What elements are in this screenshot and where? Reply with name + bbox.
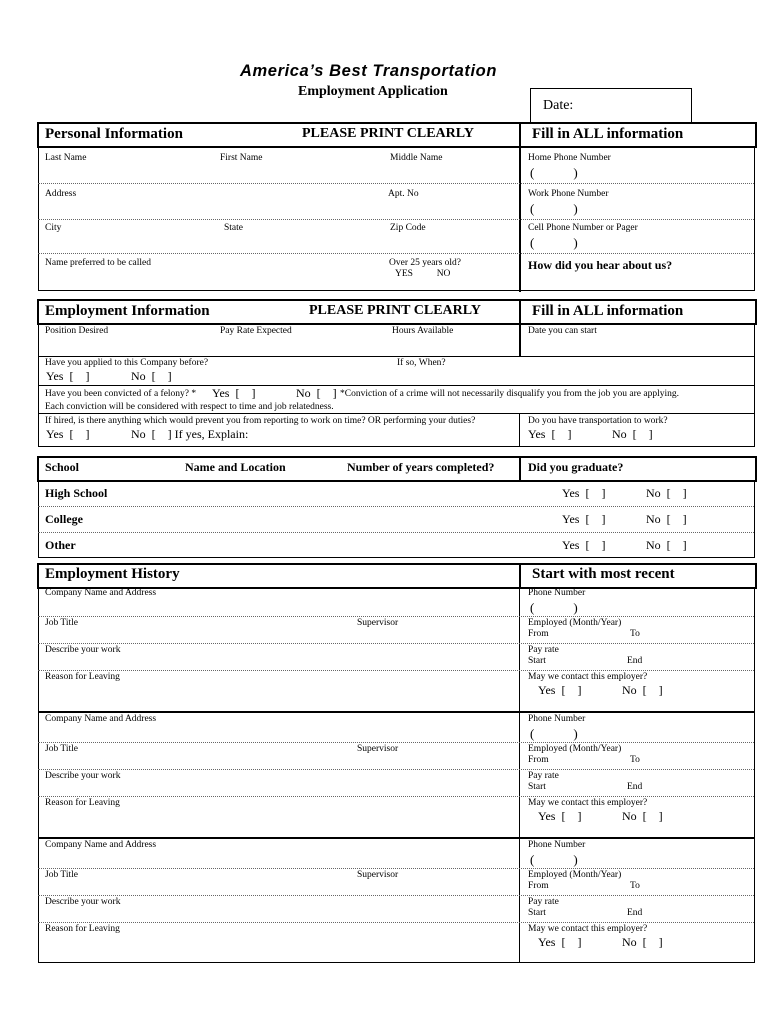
company-field[interactable]: Company Name and Address xyxy=(45,840,157,850)
from-field[interactable]: From xyxy=(528,755,549,765)
may-contact-label: May we contact this employer? xyxy=(528,924,648,934)
employed-label: Employed (Month/Year) xyxy=(528,618,622,628)
felony-yes-checkbox[interactable]: Yes [ ] xyxy=(212,386,256,400)
cell-phone-field[interactable]: ( ) xyxy=(530,235,578,250)
from-field[interactable]: From xyxy=(528,629,549,639)
company-field[interactable]: Company Name and Address xyxy=(45,588,157,598)
end-field[interactable]: End xyxy=(627,782,643,792)
school-row-other: Other xyxy=(45,538,76,552)
supervisor-field[interactable]: Supervisor xyxy=(357,744,399,754)
may-contact-label: May we contact this employer? xyxy=(528,798,648,808)
reason-field[interactable]: Reason for Leaving xyxy=(45,924,120,934)
date-label: Date: xyxy=(543,98,574,113)
pay-rate-field[interactable]: Pay Rate Expected xyxy=(220,326,292,336)
to-field[interactable]: To xyxy=(630,629,640,639)
school-row-high-school: High School xyxy=(45,486,108,500)
col-school: School xyxy=(45,460,80,474)
state-field[interactable]: State xyxy=(224,223,243,233)
may-contact-label: May we contact this employer? xyxy=(528,672,648,682)
employment-fill-all: Fill in ALL information xyxy=(532,303,684,319)
apt-field[interactable]: Apt. No xyxy=(388,189,419,199)
felony-no-checkbox[interactable]: No [ ] xyxy=(296,386,337,400)
start-field[interactable]: Start xyxy=(528,656,546,666)
history-start-recent: Start with most recent xyxy=(532,566,675,582)
contact-no-checkbox[interactable]: No [ ] xyxy=(622,935,663,949)
reason-field[interactable]: Reason for Leaving xyxy=(45,798,120,808)
hs-yes-checkbox[interactable]: Yes [ ] xyxy=(562,486,606,500)
phone-label: Phone Number xyxy=(528,588,586,598)
describe-field[interactable]: Describe your work xyxy=(45,645,121,655)
date-field[interactable] xyxy=(530,88,692,124)
transport-label: Do you have transportation to work? xyxy=(528,416,668,426)
form-subtitle: Employment Application xyxy=(298,84,448,99)
over25-label: Over 25 years old? xyxy=(389,258,462,268)
address-field[interactable]: Address xyxy=(45,189,77,199)
col-years: Number of years completed? xyxy=(347,460,495,474)
transport-no-checkbox[interactable]: No [ ] xyxy=(612,427,653,441)
col-name-location: Name and Location xyxy=(185,460,286,474)
contact-yes-checkbox[interactable]: Yes [ ] xyxy=(538,935,582,949)
city-field[interactable]: City xyxy=(45,223,62,233)
start-field[interactable]: Start xyxy=(528,782,546,792)
start-field[interactable]: Start xyxy=(528,908,546,918)
prevent-label: If hired, is there anything which would prevent you from reporting to work on time? OR performing your duties? xyxy=(45,416,476,426)
applied-before-label: Have you applied to this Company before? xyxy=(45,358,209,368)
first-name-field[interactable]: First Name xyxy=(220,153,263,163)
job-title-field[interactable]: Job Title xyxy=(45,618,79,628)
company-field[interactable]: Company Name and Address xyxy=(45,714,157,724)
hear-about-field[interactable]: How did you hear about us? xyxy=(528,258,673,272)
contact-no-checkbox[interactable]: No [ ] xyxy=(622,809,663,823)
preferred-name-field[interactable]: Name preferred to be called xyxy=(45,258,152,268)
to-field[interactable]: To xyxy=(630,755,640,765)
college-no-checkbox[interactable]: No [ ] xyxy=(646,512,687,526)
contact-yes-checkbox[interactable]: Yes [ ] xyxy=(538,683,582,697)
felony-label: Have you been convicted of a felony? * xyxy=(45,389,197,399)
col-graduate: Did you graduate? xyxy=(528,460,624,474)
supervisor-field[interactable]: Supervisor xyxy=(357,618,399,628)
history-title: Employment History xyxy=(45,566,180,582)
over25-yes-no[interactable]: YES NO xyxy=(395,269,451,279)
last-name-field[interactable]: Last Name xyxy=(45,153,87,163)
phone-field[interactable]: ( ) xyxy=(530,600,578,615)
school-row-college: College xyxy=(45,512,83,526)
employment-title: Employment Information xyxy=(45,303,210,319)
start-date-field[interactable]: Date you can start xyxy=(528,326,597,336)
personal-print-clearly: PLEASE PRINT CLEARLY xyxy=(302,126,474,141)
job-title-field[interactable]: Job Title xyxy=(45,870,79,880)
college-yes-checkbox[interactable]: Yes [ ] xyxy=(562,512,606,526)
phone-label: Phone Number xyxy=(528,714,586,724)
contact-yes-checkbox[interactable]: Yes [ ] xyxy=(538,809,582,823)
felony-note: *Conviction of a crime will not necessarily disqualify you from the job you are applying. xyxy=(340,389,680,399)
position-field[interactable]: Position Desired xyxy=(45,326,109,336)
prevent-yes-checkbox[interactable]: Yes [ ] xyxy=(46,427,90,441)
from-field[interactable]: From xyxy=(528,881,549,891)
prevent-no-checkbox[interactable]: No [ ] If yes, Explain: xyxy=(131,427,249,441)
employed-label: Employed (Month/Year) xyxy=(528,744,622,754)
job-title-field[interactable]: Job Title xyxy=(45,744,79,754)
describe-field[interactable]: Describe your work xyxy=(45,771,121,781)
home-phone-label: Home Phone Number xyxy=(528,153,611,163)
work-phone-label: Work Phone Number xyxy=(528,189,609,199)
other-yes-checkbox[interactable]: Yes [ ] xyxy=(562,538,606,552)
to-field[interactable]: To xyxy=(630,881,640,891)
pay-rate-label: Pay rate xyxy=(528,645,559,655)
employment-print-clearly: PLEASE PRINT CLEARLY xyxy=(309,303,481,318)
pay-rate-label: Pay rate xyxy=(528,897,559,907)
personal-fill-all: Fill in ALL information xyxy=(532,126,684,142)
work-phone-field[interactable]: ( ) xyxy=(530,201,578,216)
company-name: America’s Best Transportation xyxy=(240,62,498,80)
phone-field[interactable]: ( ) xyxy=(530,726,578,741)
employed-label: Employed (Month/Year) xyxy=(528,870,622,880)
describe-field[interactable]: Describe your work xyxy=(45,897,121,907)
end-field[interactable]: End xyxy=(627,908,643,918)
personal-title: Personal Information xyxy=(45,126,183,142)
transport-yes-checkbox[interactable]: Yes [ ] xyxy=(528,427,572,441)
contact-no-checkbox[interactable]: No [ ] xyxy=(622,683,663,697)
applied-yes-checkbox[interactable]: Yes [ ] xyxy=(46,369,90,383)
hours-field[interactable]: Hours Available xyxy=(392,326,454,336)
felony-note-2: Each conviction will be considered with respect to time and job relatedness. xyxy=(45,402,334,412)
hs-no-checkbox[interactable]: No [ ] xyxy=(646,486,687,500)
supervisor-field[interactable]: Supervisor xyxy=(357,870,399,880)
reason-field[interactable]: Reason for Leaving xyxy=(45,672,120,682)
other-no-checkbox[interactable]: No [ ] xyxy=(646,538,687,552)
home-phone-field[interactable]: ( ) xyxy=(530,165,578,180)
applied-no-checkbox[interactable]: No [ ] xyxy=(131,369,172,383)
pay-rate-label: Pay rate xyxy=(528,771,559,781)
zip-field[interactable]: Zip Code xyxy=(390,223,426,233)
phone-label: Phone Number xyxy=(528,840,586,850)
phone-field[interactable]: ( ) xyxy=(530,852,578,867)
end-field[interactable]: End xyxy=(627,656,643,666)
cell-phone-label: Cell Phone Number or Pager xyxy=(528,223,638,233)
middle-name-field[interactable]: Middle Name xyxy=(390,153,443,163)
if-so-when-field[interactable]: If so, When? xyxy=(397,358,446,368)
